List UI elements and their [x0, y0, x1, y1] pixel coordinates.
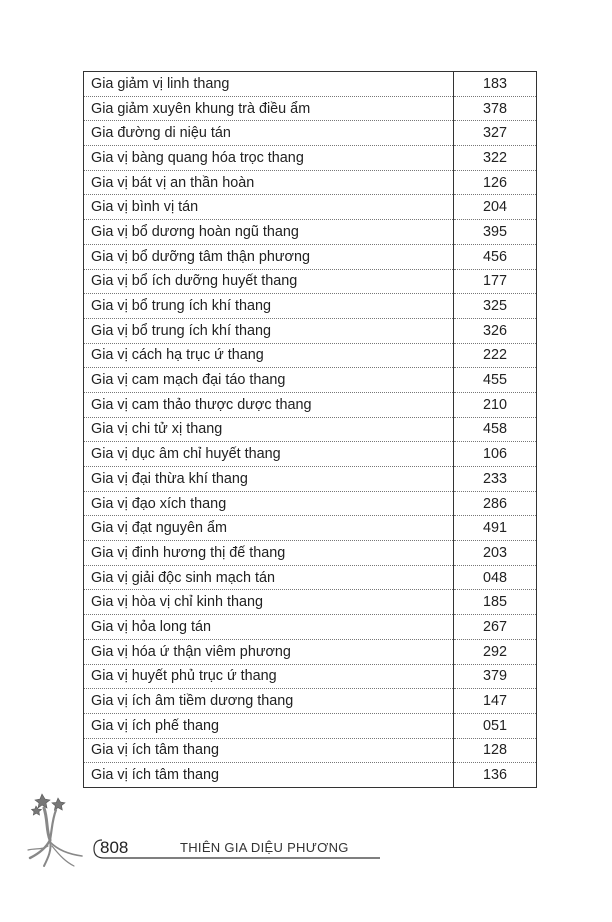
- table-row: [84, 244, 537, 269]
- table-row: [84, 713, 537, 738]
- entry-page: 222: [454, 343, 537, 368]
- table-row: [84, 639, 537, 664]
- entry-name: Gia vị ích tâm thang: [84, 763, 454, 788]
- table-row: [84, 467, 537, 492]
- entry-page: 455: [454, 368, 537, 393]
- entry-page: 210: [454, 392, 537, 417]
- table-row: [84, 368, 537, 393]
- table-row: [84, 664, 537, 689]
- table-row: [84, 72, 537, 97]
- entry-name: Gia vị dục âm chỉ huyết thang: [84, 442, 454, 467]
- table-row: [84, 220, 537, 245]
- table-row: [84, 442, 537, 467]
- entry-page: 326: [454, 318, 537, 343]
- table-row: [84, 318, 537, 343]
- entry-name: Gia vị cách hạ trục ứ thang: [84, 343, 454, 368]
- table-row: [84, 269, 537, 294]
- table-row: [84, 195, 537, 220]
- entry-name: Gia giảm vị linh thang: [84, 72, 454, 97]
- table-row: [84, 590, 537, 615]
- entry-name: Gia vị bổ dương hoàn ngũ thang: [84, 220, 454, 245]
- entry-page: 147: [454, 689, 537, 714]
- table-row: [84, 121, 537, 146]
- entry-name: Gia vị giải độc sinh mạch tán: [84, 565, 454, 590]
- entry-page: 136: [454, 763, 537, 788]
- entry-page: 204: [454, 195, 537, 220]
- entry-name: Gia vị hòa vị chỉ kinh thang: [84, 590, 454, 615]
- entry-name: Gia vị ích tâm thang: [84, 738, 454, 763]
- book-title: THIÊN GIA DIỆU PHƯƠNG: [180, 840, 349, 855]
- entry-page: 177: [454, 269, 537, 294]
- table-row: [84, 294, 537, 319]
- entry-name: Gia vị chi tử xị thang: [84, 417, 454, 442]
- entry-name: Gia vị bát vị an thần hoàn: [84, 170, 454, 195]
- entry-page: 185: [454, 590, 537, 615]
- entry-page: 458: [454, 417, 537, 442]
- index-table: [83, 71, 537, 788]
- entry-name: Gia vị đạt nguyên ẩm: [84, 516, 454, 541]
- table-row: [84, 146, 537, 171]
- entry-page: 267: [454, 615, 537, 640]
- entry-name: Gia vị ích âm tiềm dương thang: [84, 689, 454, 714]
- entry-name: Gia vị hóa ứ thận viêm phương: [84, 639, 454, 664]
- table-row: [84, 541, 537, 566]
- table-row: [84, 417, 537, 442]
- entry-page: 325: [454, 294, 537, 319]
- entry-page: 322: [454, 146, 537, 171]
- entry-page: 286: [454, 491, 537, 516]
- table-row: [84, 491, 537, 516]
- entry-name: Gia giảm xuyên khung trà điều ẩm: [84, 96, 454, 121]
- entry-name: Gia vị bổ trung ích khí thang: [84, 294, 454, 319]
- entry-page: 048: [454, 565, 537, 590]
- table-row: [84, 516, 537, 541]
- entry-page: 327: [454, 121, 537, 146]
- entry-name: Gia vị cam mạch đại táo thang: [84, 368, 454, 393]
- entry-name: Gia vị hỏa long tán: [84, 615, 454, 640]
- entry-page: 292: [454, 639, 537, 664]
- entry-page: 106: [454, 442, 537, 467]
- table-row: [84, 392, 537, 417]
- entry-name: Gia vị bổ trung ích khí thang: [84, 318, 454, 343]
- entry-name: Gia vị bổ dưỡng tâm thận phương: [84, 244, 454, 269]
- entry-page: 491: [454, 516, 537, 541]
- entry-page: 395: [454, 220, 537, 245]
- entry-page: 183: [454, 72, 537, 97]
- entry-name: Gia vị đạo xích thang: [84, 491, 454, 516]
- entry-page: 203: [454, 541, 537, 566]
- entry-name: Gia vị bổ ích dưỡng huyết thang: [84, 269, 454, 294]
- table-row: [84, 689, 537, 714]
- entry-page: 051: [454, 713, 537, 738]
- entry-page: 233: [454, 467, 537, 492]
- table-row: [84, 763, 537, 788]
- entry-name: Gia vị bình vị tán: [84, 195, 454, 220]
- page-number: 808: [100, 838, 129, 857]
- table-row: [84, 738, 537, 763]
- table-row: [84, 565, 537, 590]
- entry-name: Gia vị đinh hương thị đế thang: [84, 541, 454, 566]
- entry-name: Gia vị đại thừa khí thang: [84, 467, 454, 492]
- entry-name: Gia vị cam thảo thược dược thang: [84, 392, 454, 417]
- entry-page: 378: [454, 96, 537, 121]
- ginseng-root-icon: [22, 786, 92, 868]
- table-row: [84, 170, 537, 195]
- table-row: [84, 96, 537, 121]
- table-row: [84, 343, 537, 368]
- entry-name: Gia vị bàng quang hóa trọc thang: [84, 146, 454, 171]
- index-body: [84, 72, 537, 788]
- entry-page: 456: [454, 244, 537, 269]
- entry-name: Gia đường di niệu tán: [84, 121, 454, 146]
- table-row: [84, 615, 537, 640]
- entry-name: Gia vị ích phế thang: [84, 713, 454, 738]
- entry-name: Gia vị huyết phủ trục ứ thang: [84, 664, 454, 689]
- entry-page: 379: [454, 664, 537, 689]
- entry-page: 128: [454, 738, 537, 763]
- entry-page: 126: [454, 170, 537, 195]
